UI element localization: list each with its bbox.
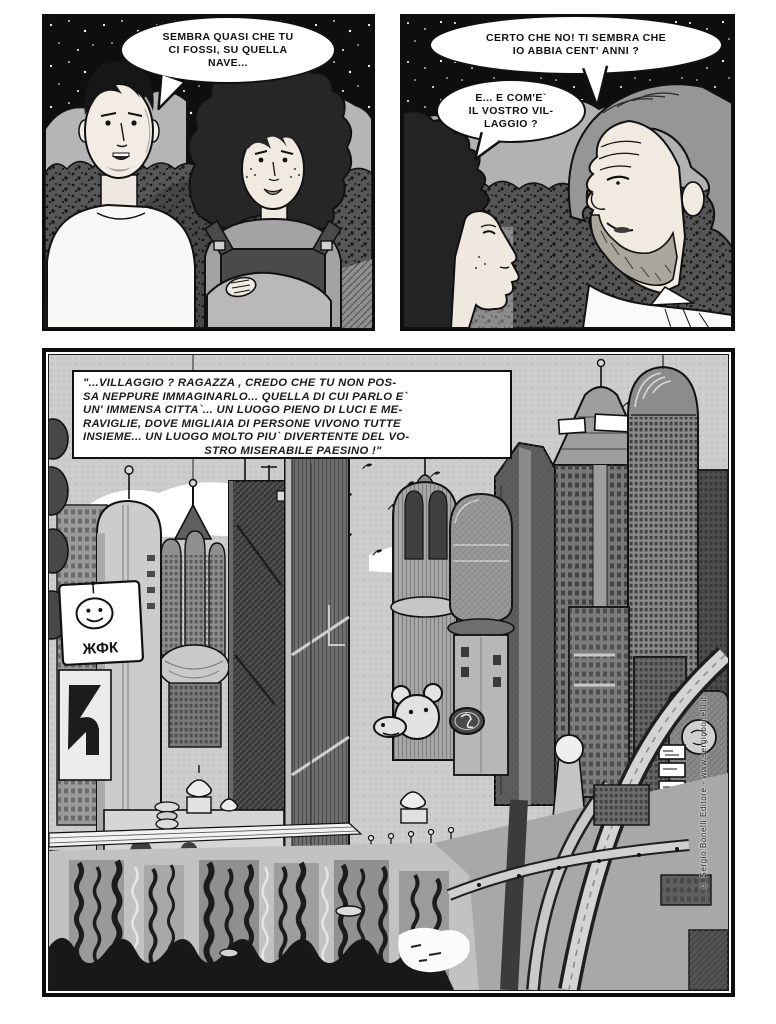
speech-bubble-girl-p2 xyxy=(436,79,586,143)
bubble-line: IL VOSTRO VIL- xyxy=(468,104,554,117)
bubble-line: LAGGIO ? xyxy=(484,117,538,130)
bubble-line: E... E COM'E` xyxy=(475,91,547,104)
slab-striped xyxy=(285,449,349,860)
copyright-credit: © Sergio Bonelli Editore - www.sergiobonelli.it xyxy=(699,696,708,890)
bubble-line: CI FOSSI, SU QUELLA xyxy=(168,43,288,56)
alien-billboard xyxy=(59,579,143,665)
bubble-line: SEMBRA QUASI CHE TU xyxy=(162,30,294,43)
speech-bubble-man-p2 xyxy=(429,15,723,75)
bubble-tail xyxy=(580,64,614,111)
caption-line: STRO MISERABILE PAESINO !" xyxy=(204,444,382,457)
speech-bubble-man-p1 xyxy=(120,16,336,84)
caption-line: RAVIGLIE, DOVE MIGLIAIA DI PERSONE VIVONO TUTTE xyxy=(83,417,401,430)
caption-line: INSIEME... UN LUOGO MOLTO PIU` DIVERTENTE DEL VO- xyxy=(83,431,410,443)
water-reflections xyxy=(49,843,481,990)
slab-dark-crosshatch xyxy=(229,452,292,851)
bubble-line: IO ABBIA CENT' ANNI ? xyxy=(512,45,640,57)
bubble-line: CERTO CHE NO! TI SEMBRA CHE xyxy=(486,32,666,44)
young-woman xyxy=(188,57,351,328)
bubble-line: NAVE... xyxy=(208,56,248,69)
caption-line: "...VILLAGGIO ? RAGAZZA , CREDO CHE TU NON POS- xyxy=(83,377,397,389)
caption-line: SA NEPPURE IMMAGINARLO... QUELLA DI CUI PARLO E` xyxy=(83,390,408,403)
billboard-glyphs: ЖФК xyxy=(82,639,119,658)
narration-caption xyxy=(72,370,512,459)
caption-line: UN' IMMENSA CITTA`... UN LUOGO PIENO DI LUCI E ME- xyxy=(83,404,403,416)
